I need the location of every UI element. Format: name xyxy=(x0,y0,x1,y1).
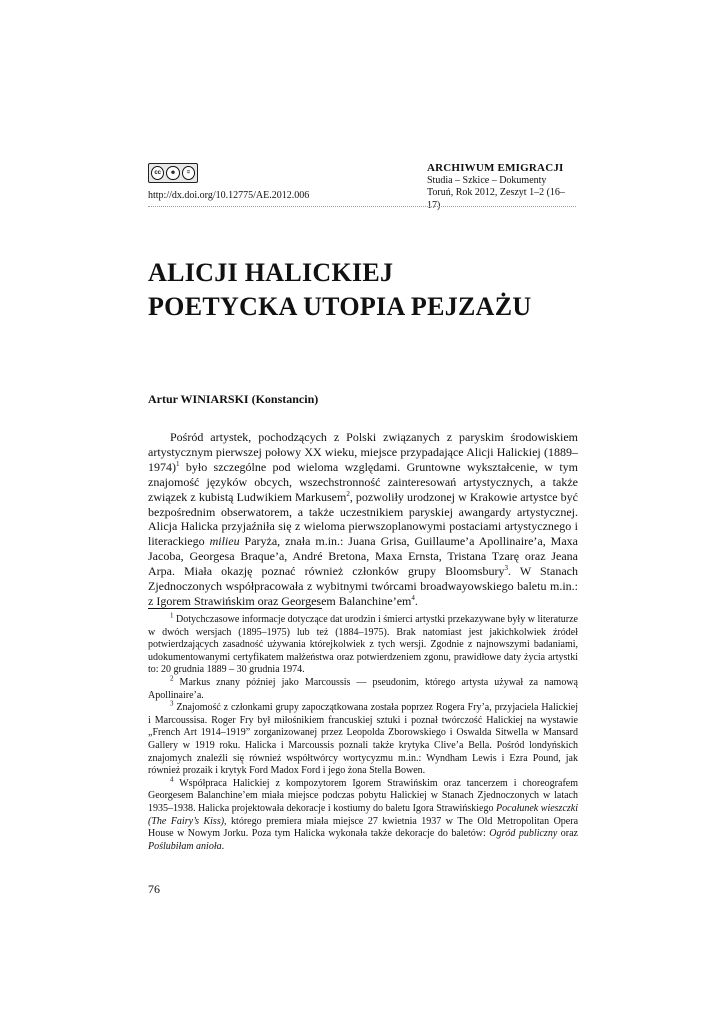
footnote-divider xyxy=(148,608,322,609)
italic-title: Poślubiłam anioła xyxy=(148,840,222,852)
footnote-mark: 1 xyxy=(170,611,174,620)
footnote-mark: 4 xyxy=(170,775,174,784)
journal-issue: Toruń, Rok 2012, Zeszyt 1–2 (16–17) xyxy=(427,187,565,211)
article-body xyxy=(148,430,578,609)
italic-title: Pocałunek wieszczki (The Fairy’s Kiss) xyxy=(148,802,578,827)
footnotes xyxy=(148,611,579,853)
creative-commons-license-icon[interactable] xyxy=(148,163,198,183)
body-text-segment: . W Stanach Zjednoczonych współpracowała z wybitnymi twórcami broadwayowskiego baletu m.in.: z Igorem Strawińskim oraz Georgesem Balanchine’em xyxy=(148,564,578,608)
footnote-text: oraz xyxy=(557,828,578,840)
article-title xyxy=(148,256,578,324)
footnote-ref-2[interactable]: 2 xyxy=(346,489,350,498)
page-number: 76 xyxy=(148,882,160,896)
footnote-3 xyxy=(148,699,578,778)
italic-term: milieu xyxy=(209,534,240,549)
footnote-text: Współpraca Halickiej z kompozytorem Igorem Strawińskim oraz tancerzem i choreografem Georgesem Balanchine’em miała miejsce podczas pobytu Halickiej w Stanach Zjednoczonych w latach 1935–1938. Halicka projektowała dekoracje i kostiumy do baletu Igora Strawińskiego xyxy=(148,777,578,814)
footnote-mark: 3 xyxy=(170,699,174,708)
body-text-segment: . xyxy=(414,593,418,608)
by-attribution-icon: ☻ xyxy=(166,166,179,180)
footnote-4 xyxy=(148,775,579,854)
body-text-segment: Pośród artystek, pochodzących z Polski związanych z paryskim środowiskiem artystycznym pierwszej połowy XX wieku, miejsce przypadające Alicji Halickiej (1889–1974) xyxy=(148,430,578,474)
footnote-text: Dotychczasowe informacje dotyczące dat urodzin i śmierci artystki przekazywane były w literaturze w dwóch wersjach (1895–1975) lub też (1884–1975). Brak natomiast jest jakichkolwiek źródeł potwierdzających zasadność używania którejkolwiek z tych wersji. Zgodnie z najnowszymi badaniami, udokumentowanymi certyfikatem małżeństwa oraz potwierdzeniem zgonu, prawidłowe daty życia artystki to: 20 grudnia 1889 – 30 grudnia 1974. xyxy=(148,614,578,676)
title-line-2: POETYCKA UTOPIA PEJZAŻU xyxy=(148,292,532,321)
footnote-text: , którego premiera miała miejsce 27 kwietnia 1937 w The Old Metropolitan Opera House w Nowym Jorku. Poza tym Halicka wykonała także dekoracje do baletów: xyxy=(148,815,579,840)
journal-title: ARCHIWUM EMIGRACJI xyxy=(427,162,564,174)
title-line-1: ALICJI HALICKIEJ xyxy=(148,258,394,287)
cc-icon: cc xyxy=(151,166,164,180)
body-paragraph xyxy=(148,430,578,609)
journal-subtitle: Studia – Szkice – Dokumenty xyxy=(427,174,547,186)
article-author: Artur WINIARSKI (Konstancin) xyxy=(148,392,319,406)
body-text-segment: Paryża, znała m.in.: Juana Grisa, Guillaume’a Apollinaire’a, Maxa Jacoba, Georgesa Braque’a, André Bretona, Maxa Ernsta, Tristana Tzarę oraz Jeana Arpa. Miała okazję poznać również członków grupy Bloomsbury xyxy=(148,534,578,579)
footnote-2 xyxy=(148,674,578,702)
italic-title: Ogród publiczny xyxy=(489,828,558,840)
footnote-text: Markus znany później jako Marcoussis — pseudonim, którego artysta używał za namową Apollinaire’a. xyxy=(148,676,578,701)
no-derivatives-icon: = xyxy=(182,166,195,180)
footnote-ref-1[interactable]: 1 xyxy=(176,459,180,468)
doi-link[interactable]: http://dx.doi.org/10.12775/AE.2012.006 xyxy=(148,190,310,201)
footnote-text: . xyxy=(221,840,225,852)
body-text-segment: było szczególne pod wieloma względami. Gruntowne wykształcenie, w tym znajomość języków obcych, wszechstronność zainteresowań artystycznych, a także związek z kubistą Ludwikiem Markusem xyxy=(148,459,578,504)
footnote-ref-3[interactable]: 3 xyxy=(504,564,508,573)
body-text-segment: , pozwoliły urodzonej w Krakowie artystce być bezpośrednim obserwatorem, a także uczestnikiem paryskiej awangardy artystycznej. Alicja Halicka przyjaźniła się z wieloma pierwszoplanowymi postaciami artystycznego i literackiego xyxy=(148,489,578,549)
journal-header xyxy=(427,162,577,212)
footnote-ref-4[interactable]: 4 xyxy=(411,593,415,602)
footnote-mark: 2 xyxy=(170,674,174,683)
footnote-text: Znajomość z członkami grupy zapoczątkowana została poprzez Rogera Fry’a, przyjaciela Halickiej i Marcoussisa. Roger Fry był miłośnikiem francuskiej sztuki i poznał twórczość Halickiej na wystawie „French Art 1914–1919” zorganizowanej przez Leopolda Zborowskiego i Oswalda Sitwella w Mansard Gallery w 1919 roku. Halicka i Marcoussis poznali także krytyka Clive’a Bella. Pośród londyńskich znajomych znaleźli się również współtwórcy wortycyzmu m.in.: Wyndham Lewis i Ezra Pound, jak również prozaik i krytyk Ford Madox Ford i jego żona Stella Bowen. xyxy=(148,702,578,777)
header-divider xyxy=(148,206,576,207)
footnote-1 xyxy=(148,611,578,677)
